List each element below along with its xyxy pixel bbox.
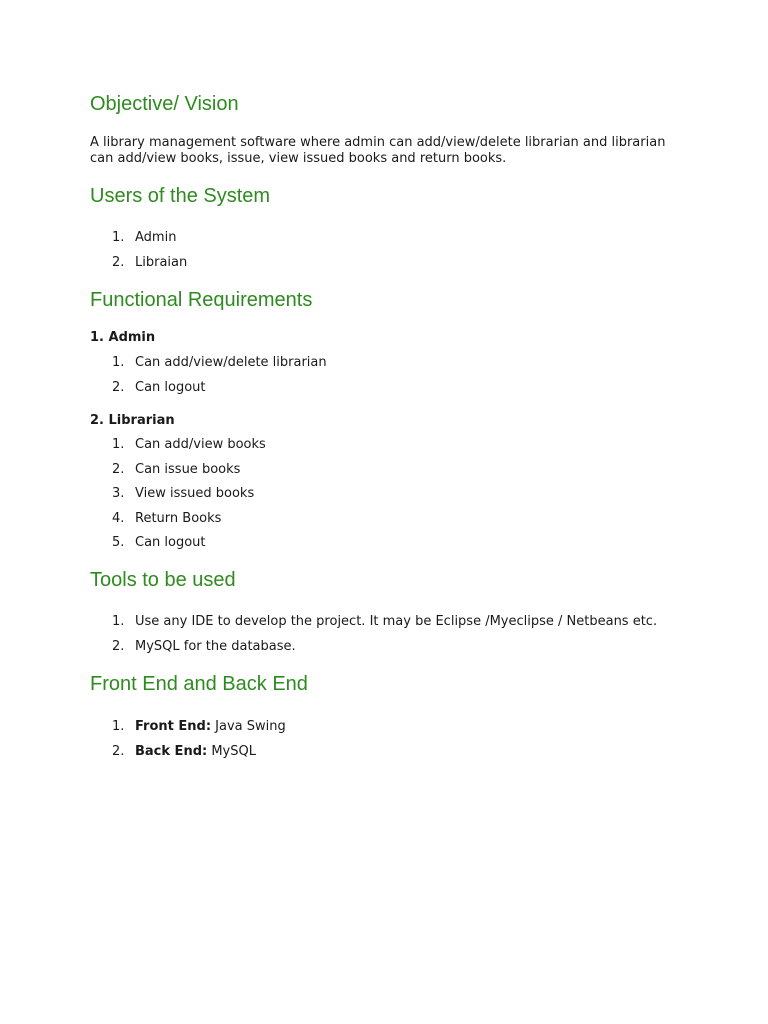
section-heading-functional: Functional Requirements — [90, 289, 313, 311]
librarian-requirements-list — [90, 437, 266, 560]
list-number: 5. — [112, 535, 125, 550]
list-number: 1. — [112, 230, 125, 245]
list-item — [90, 486, 266, 511]
list-number: 4. — [112, 510, 125, 526]
list-item-text: Can logout — [135, 379, 206, 395]
section-heading-front-back: Front End and Back End — [90, 673, 308, 695]
list-number: 2. — [112, 743, 125, 759]
front-back-list — [90, 719, 286, 768]
list-item — [90, 355, 327, 380]
subheading-admin: 1. Admin — [90, 330, 156, 345]
list-item-text: Use any IDE to develop the project. It may be Eclipse /Myeclipse / Netbeans etc. — [135, 614, 658, 629]
list-number: 2. — [112, 254, 125, 270]
list-number: 1. — [112, 719, 125, 734]
list-number: 1. — [112, 614, 125, 629]
admin-requirements-list — [90, 355, 327, 404]
list-item-text: Can add/view books — [135, 437, 266, 452]
objective-paragraph: A library management software where admin can add/view/delete librarian and librarian can add/view books, issue, view issued books and return books. — [90, 135, 666, 166]
list-number: 2. — [112, 461, 125, 477]
subheading-librarian: 2. Librarian — [90, 413, 175, 428]
list-item-text: Return Books — [135, 510, 222, 526]
list-item — [90, 380, 327, 405]
list-item-text: Java Swing — [211, 719, 286, 734]
list-item-label: Back End: — [135, 743, 208, 759]
list-item-text: MySQL for the database. — [135, 638, 296, 654]
list-item-text: MySQL — [207, 743, 256, 759]
list-item — [90, 437, 266, 462]
list-item — [90, 255, 187, 280]
users-list — [90, 230, 187, 279]
list-item — [90, 614, 657, 639]
list-item — [90, 535, 266, 560]
list-item-text: Can logout — [135, 535, 206, 550]
list-item — [90, 511, 266, 536]
list-item — [90, 719, 286, 744]
list-item — [90, 230, 187, 255]
list-item — [90, 462, 266, 487]
tools-list — [90, 614, 657, 663]
list-item — [90, 639, 657, 664]
list-item-text: Can issue books — [135, 461, 241, 477]
section-heading-tools: Tools to be used — [90, 569, 236, 591]
list-item — [90, 744, 286, 769]
list-number: 3. — [112, 486, 125, 501]
list-item-text: Libraian — [135, 254, 188, 270]
list-item-text: Admin — [135, 230, 177, 245]
list-number: 2. — [112, 379, 125, 395]
list-number: 1. — [112, 355, 125, 370]
list-item-text: View issued books — [135, 486, 255, 501]
list-number: 2. — [112, 638, 125, 654]
list-item-text: Can add/view/delete librarian — [135, 355, 327, 370]
section-heading-objective: Objective/ Vision — [90, 93, 239, 115]
list-number: 1. — [112, 437, 125, 452]
list-item-label: Front End: — [135, 719, 212, 734]
section-heading-users: Users of the System — [90, 185, 271, 207]
